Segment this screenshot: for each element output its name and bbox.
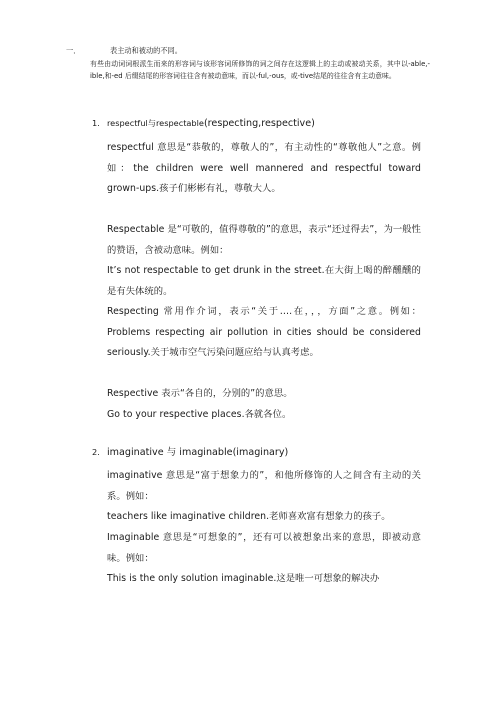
item-2-para-2: teachers like imaginative children.老师喜欢富有想象力的孩子。 <box>107 511 391 522</box>
item-1-number: 1. <box>92 118 100 128</box>
item-1-heading <box>92 117 315 130</box>
item-2-para-4: This is the only solution imaginable.这是唯一可想象的解决办 <box>107 573 380 584</box>
item-2-para-1: imaginative 意思是“富于想象力的”，和他所修饰的人之间含有主动的关系。例如： <box>107 470 421 502</box>
section-intro: 有些由动词词根派生而来的形容词与该形容词所修饰的词之间存在这逻辑上的主动或被动关系，其中以-able,-ible,和-ed 后缀结尾的形容词往往含有被动意味，而以-ful,-ous，或-tive结尾的往往含有主动意味。 <box>90 60 430 80</box>
section-number: 一． <box>66 46 81 55</box>
item-2-heading-main: imaginative 与 imaginable(imaginary) <box>107 447 289 458</box>
item-1-para-3: It’s not respectable to get drunk in the street.在大街上喝的醉醺醺的是有失体统的。 <box>107 265 421 297</box>
item-2-number: 2. <box>92 447 100 457</box>
item-1-para-1: respectful 意思是“恭敬的，尊敬人的”，有主动性的“尊敬他人”之意。例如：the children were well mannered and respectful toward grown-ups.孩子们彬彬有礼，尊敬大人。 <box>107 142 421 194</box>
item-1-heading-main: respectful与respectable <box>107 118 204 128</box>
item-1-para-2: Respectable 是“可敬的，值得尊敬的”的意思，表示“还过得去”，为一般性的赞语，含被动意味。例如： <box>107 224 421 256</box>
item-2-heading <box>92 446 288 459</box>
item-1-para-6: Go to your respective places.各就各位。 <box>107 409 292 420</box>
item-2-para-3: Imaginable 意思是“可想象的”，还有可以被想象出来的意思，即被动意味。例如： <box>107 532 421 564</box>
item-1-para-5: Respective 表示“各自的，分别的”的意思。 <box>107 388 293 399</box>
section-heading <box>66 46 182 56</box>
item-1-heading-paren: (respecting,respective) <box>203 118 315 129</box>
item-1-para-4: Respecting 常用作介词，表示“关于….在，，，方面”之意。例如：Problems respecting air pollution in cities should be considered seriously.关于城市空气污染问题应给与认真考虑。 <box>107 306 421 358</box>
section-title: 表主动和被动的不同。 <box>110 46 182 55</box>
